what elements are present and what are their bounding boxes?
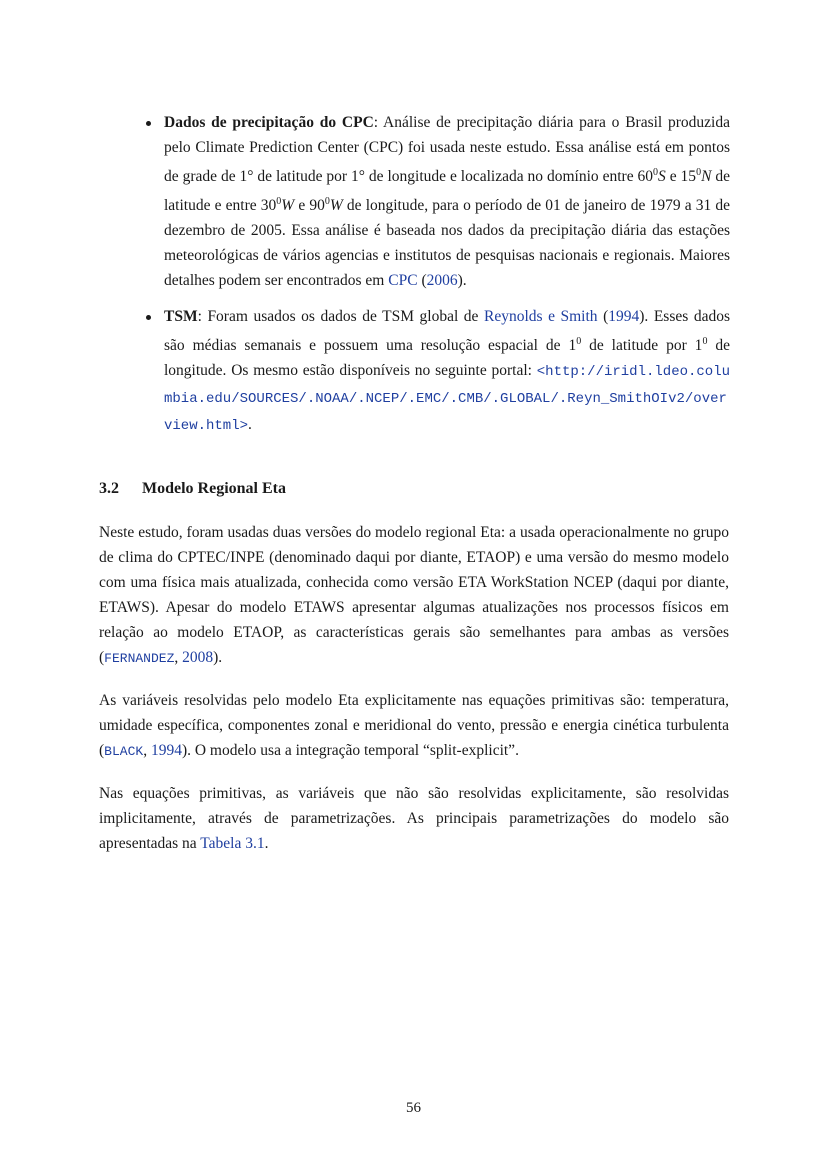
paragraph: Nas equações primitivas, as variáveis que não são resolvidas explicitamente, são resolvidas implicitamente, através de parametrizações. As principais parametrizações do modelo são apresentadas na Tabela 3.1. (99, 785, 729, 852)
list-item-cpc: Dados de precipitação do CPC: Análise de precipitação diária para o Brasil produzida pelo Climate Prediction Center (CPC) foi usada neste estudo. Essa análise está em pontos de grade de 1° de latitude por 1° de longitude e localizada no domínio entre $60^0S$ e $15^0N$ de latitude e entre $30^0W$ e $90^0W$ de longitude, para o período de 01 de janeiro de 1979 a 31 de dezembro de 2005. Essa análise é baseada nos dados da precipitação diária das estações meteorológicas de vários agencias e institutos de pesquisas nacionais e regionais. Maiores detalhes podem ser encontrados em CPC (2006). (140, 110, 730, 293)
citation-year-link[interactable]: 1994 (150, 742, 182, 759)
item-title: Dados de precipitação do CPC (164, 114, 374, 131)
bullet-icon (146, 315, 151, 320)
citation-link[interactable]: BLACK (104, 744, 144, 759)
bullet-icon (146, 121, 151, 126)
table-reference-link[interactable]: Tabela 3.1 (200, 835, 265, 852)
citation-year-link[interactable]: 1994 (608, 308, 640, 325)
section-heading (99, 480, 286, 498)
paragraph: Neste estudo, foram usadas duas versões do modelo regional Eta: a usada operacionalmente no grupo de clima do CPTEC/INPE (denominado daqui por diante, ETAOP) e uma versão do mesmo modelo com uma física mais atualizada, conhecida como versão ETA WorkStation NCEP (daqui por diante, ETAWS). Apesar do modelo ETAWS apresentar algumas atualizações nos processos físicos em relação ao modelo ETAOP, as características gerais são semelhantes para ambas as versões (FERNANDEZ, 2008). (99, 524, 729, 666)
citation-year-link[interactable]: 2008 (182, 649, 214, 666)
citation-link[interactable]: CPC (388, 272, 418, 289)
citation-link[interactable]: FERNANDEZ (104, 651, 175, 666)
page-number: 56 (406, 1100, 421, 1116)
data-sources-list (140, 110, 730, 450)
body-text (99, 520, 729, 873)
section-title: Modelo Regional Eta (142, 480, 286, 497)
list-item-tsm: TSM: Foram usados os dados de TSM global de Reynolds e Smith (1994). Esses dados são médias semanais e possuem uma resolução espacial de $1^0$ de latitude por $1^0$ de longitude. Os mesmo estão disponíveis no seguinte portal: <http://iridl.ldeo.columbia.edu/SOURCES/.NOAA/.NCEP/.EMC/.CMB/.GLOBAL/.Reyn_SmithOIv2/overview.html>. (140, 304, 730, 439)
section-number: 3.2 (99, 480, 119, 497)
item-title: TSM (164, 308, 198, 325)
url-link[interactable]: <http://iridl.ldeo.columbia.edu/SOURCES/.NOAA/.NCEP/.EMC/.CMB/.GLOBAL/.Reyn_SmithOIv2/overview.html> (164, 364, 730, 434)
paragraph: As variáveis resolvidas pelo modelo Eta explicitamente nas equações primitivas são: temperatura, umidade específica, componentes zonal e meridional do vento, pressão e energia cinética turbulenta (BLACK, 1994). O modelo usa a integração temporal “split-explicit”. (99, 692, 729, 759)
citation-year-link[interactable]: 2006 (426, 272, 458, 289)
citation-link[interactable]: Reynolds e Smith (483, 308, 598, 325)
